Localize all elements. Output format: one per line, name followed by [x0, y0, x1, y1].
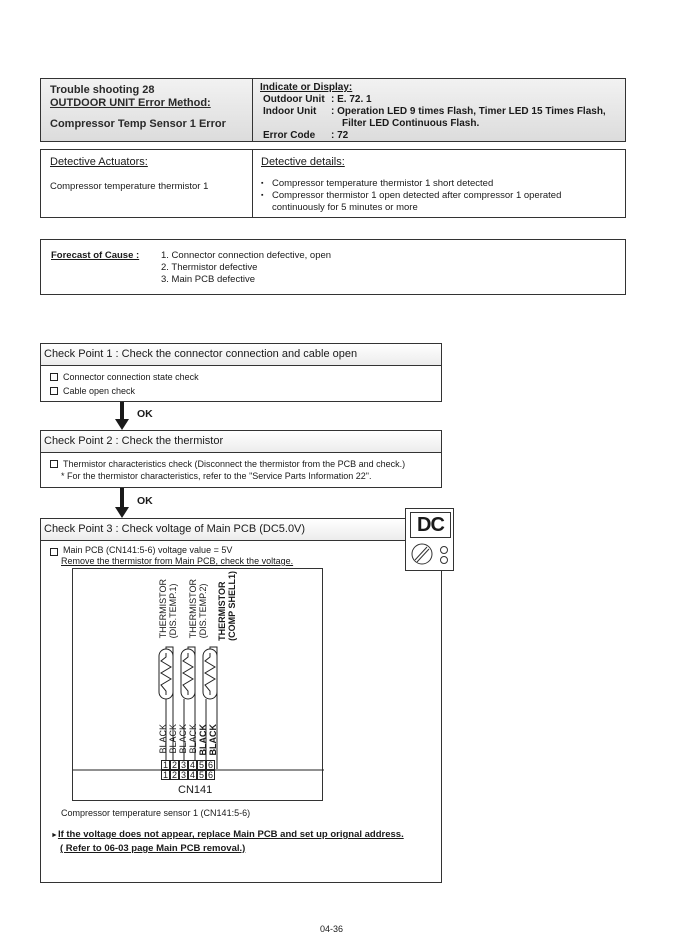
error-code-label: Error Code	[263, 130, 316, 141]
ok-label: OK	[137, 408, 153, 420]
pin: 6	[207, 760, 213, 770]
indoor-unit-value-1: : Operation LED 9 times Flash, Timer LED 15 Times Flash,	[331, 106, 606, 117]
checkbox-icon	[50, 460, 58, 468]
pin: 1	[162, 760, 168, 770]
meter-dial-icon	[406, 509, 455, 572]
ok-label: OK	[137, 495, 153, 507]
error-name: Compressor Temp Sensor 1 Error	[50, 118, 226, 130]
indicate-label: Indicate or Display:	[260, 82, 353, 93]
pin: 4	[189, 770, 195, 780]
checkbox-icon	[50, 548, 58, 556]
indicate-display-block	[253, 79, 625, 141]
check-note: * For the thermistor characteristics, refer to the "Service Parts Information 22".	[61, 471, 372, 481]
detective-actuator: Compressor temperature thermistor 1	[50, 181, 209, 192]
outdoor-unit-label: Outdoor Unit	[263, 94, 325, 105]
thermistor-label: THERMISTOR (DIS.TEMP.2)	[188, 579, 208, 639]
forecast-label: Forecast of Cause :	[51, 250, 140, 261]
check-item: Cable open check	[50, 384, 441, 398]
check-instruction: Remove the thermistor from Main PCB, check the voltage.	[61, 556, 294, 566]
troubleshooting-header	[40, 78, 626, 142]
pin: 6	[207, 770, 213, 780]
troubleshooting-number: Trouble shooting 28	[50, 84, 155, 96]
detective-actuators-label: Detective Actuators:	[50, 156, 148, 168]
pin: 5	[198, 760, 204, 770]
wire-color-label: BLACK	[178, 724, 188, 754]
bullet-icon: ▪	[261, 192, 264, 199]
detail-item: ▪ Compressor temperature thermistor 1 short detected	[261, 178, 494, 189]
header-title-block	[41, 79, 253, 141]
pin: 5	[198, 770, 204, 780]
down-arrow-icon	[115, 402, 129, 430]
outdoor-unit-value: : E. 72. 1	[331, 94, 372, 105]
check-point-2	[40, 430, 442, 488]
check-point-2-title: Check Point 2 : Check the thermistor	[41, 431, 441, 453]
cause-item: 3. Main PCB defective	[161, 274, 255, 285]
check-item: Thermistor characteristics check (Disconnect the thermistor from the PCB and check.)	[50, 457, 441, 471]
indoor-unit-value-2: Filter LED Continuous Flash.	[342, 118, 480, 129]
pin: 2	[171, 770, 177, 780]
checkbox-icon	[50, 373, 58, 381]
pin: 4	[189, 760, 195, 770]
wire-color-label: BLACK	[188, 724, 198, 754]
indoor-unit-label: Indoor Unit	[263, 106, 317, 117]
forecast-section	[40, 239, 626, 295]
pin: 3	[180, 760, 186, 770]
detective-details-label: Detective details:	[261, 156, 345, 168]
meter-display: DC	[410, 512, 451, 538]
action-note: ►If the voltage does not appear, replace Main PCB and set up orignal address. ( Refer to 06-03 page Main PCB removal.)	[51, 829, 404, 854]
pin: 2	[171, 760, 177, 770]
check-point-1	[40, 343, 442, 402]
check-item: Main PCB (CN141:5-6) voltage value = 5V	[50, 545, 441, 556]
error-code-value: : 72	[331, 130, 349, 141]
detective-section	[40, 149, 626, 218]
probe-wire	[441, 571, 442, 883]
wire-color-label: BLACK	[208, 724, 218, 756]
pin: 3	[180, 770, 186, 780]
cause-item: 1. Connector connection defective, open	[161, 250, 332, 261]
down-arrow-icon	[115, 488, 129, 518]
page-number: 04-36	[320, 924, 344, 934]
error-method-label: OUTDOOR UNIT Error Method:	[50, 97, 211, 109]
pointer-icon: ►	[51, 832, 58, 839]
check-item: Connector connection state check	[50, 370, 441, 384]
check-point-3-title: Check Point 3 : Check voltage of Main PCB (DC5.0V)	[41, 519, 441, 541]
thermistor-label: THERMISTOR (COMP SHELL1)	[217, 571, 237, 641]
wiring-diagram	[72, 568, 323, 801]
cause-item: 2. Thermistor defective	[161, 262, 258, 273]
sensor-note: Compressor temperature sensor 1 (CN141:5-6)	[61, 808, 251, 818]
checkbox-icon	[50, 387, 58, 395]
bullet-icon: ▪	[261, 180, 264, 187]
detail-item: ▪ Compressor thermistor 1 open detected after compressor 1 operated continuously for 5 minutes or more	[261, 190, 562, 213]
thermistor-label: THERMISTOR (DIS.TEMP.1)	[158, 579, 178, 639]
check-point-1-title: Check Point 1 : Check the connector connection and cable open	[41, 344, 441, 366]
pin: 1	[162, 770, 168, 780]
wire-color-label: BLACK	[158, 724, 168, 754]
connector-label: CN141	[178, 784, 213, 796]
dc-voltmeter-icon	[405, 508, 454, 571]
wire-color-label: BLACK	[168, 724, 178, 754]
wire-color-label: BLACK	[198, 724, 208, 756]
